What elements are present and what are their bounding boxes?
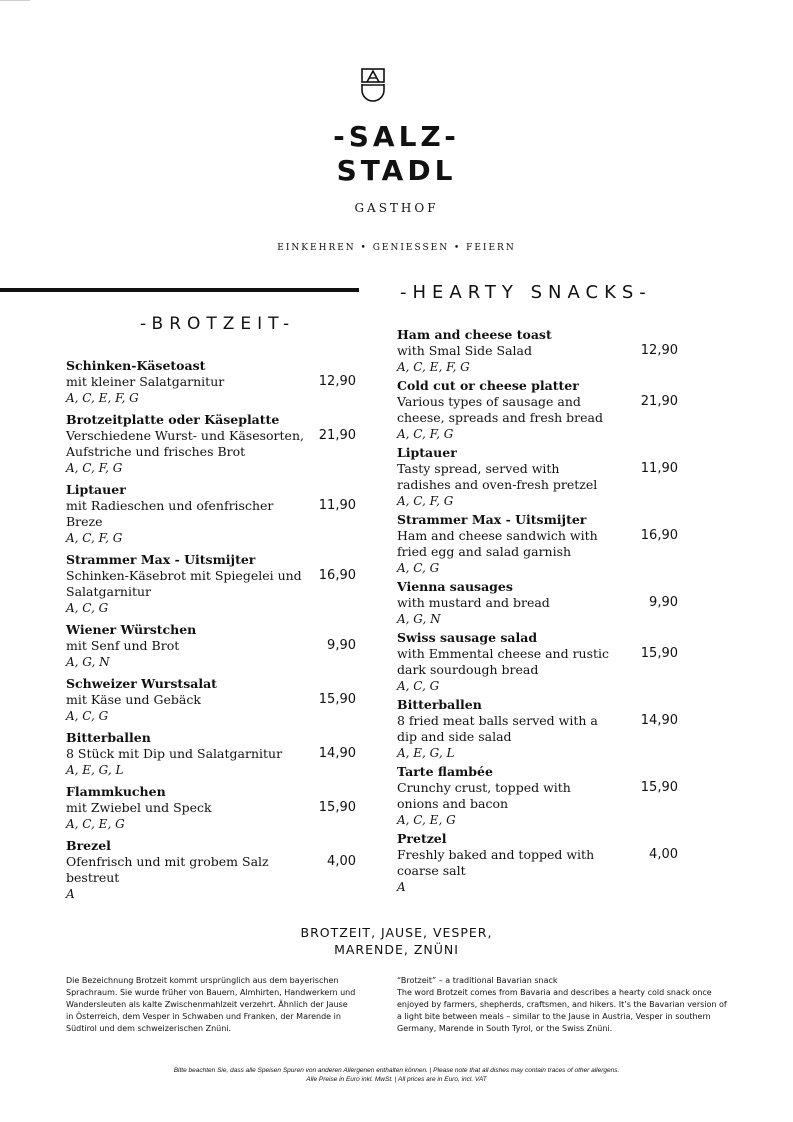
menu-item: [66, 551, 356, 617]
menu-item: [66, 411, 356, 477]
menu-item-allergens: A, C, E, G: [397, 813, 456, 827]
allergen-disclaimer: Bitte beachten Sie, dass alle Speisen Spuren von anderen Allergenen enthalten können. | Please note that all dishes may contain traces of other allergens.: [173, 1067, 620, 1074]
menu-item-price: 15,90: [318, 692, 356, 707]
menu-item-description: mit Zwiebel und Speck: [66, 800, 212, 815]
top-edge-rule: [0, 0, 30, 1]
hearty-snacks-title: -HEARTY SNACKS-: [400, 282, 652, 303]
menu-item-name: Schweizer Wurstsalat: [66, 676, 217, 691]
price-disclaimer: Alle Preise in Euro inkl. MwSt. | All prices are in Euro, incl. VAT: [306, 1076, 487, 1083]
menu-item-price: 16,90: [318, 568, 356, 583]
footnote-english: [397, 975, 727, 1035]
menu-item-allergens: A, C, E, F, G: [66, 391, 139, 405]
brand-subtitle: GASTHOF: [354, 201, 439, 215]
menu-item-allergens: A, C, G: [66, 709, 109, 723]
brand-name-line2: STADL: [336, 154, 457, 187]
menu-item-name: Strammer Max - Uitsmijter: [66, 552, 256, 567]
menu-item: [397, 377, 678, 443]
menu-item: [397, 696, 678, 762]
menu-item-price: 21,90: [318, 428, 356, 443]
menu-item-price: 12,90: [640, 343, 678, 358]
menu-item: [397, 326, 678, 376]
menu-item: [397, 578, 678, 628]
menu-item-description: Ham and cheese sandwich with fried egg and salad garnish: [397, 528, 598, 559]
footnote-german: Die Bezeichnung Brotzeit kommt ursprünglich aus dem bayerischen Sprachraum. Sie wurde früher von Bauern, Almhirten, Handwerkern und Wandersleuten als kalte Zwischenmahlzeit verzehrt. Ähnlich der Jause in Österreich, dem Vesper in Schwaben und Franken, der Marende in Südtirol und dem schweizerischen Znüni.: [66, 976, 356, 1033]
footer-heading: [0, 924, 793, 958]
menu-item-description: with Smal Side Salad: [397, 343, 532, 358]
menu-item-price: 14,90: [318, 746, 356, 761]
menu-item-allergens: A: [66, 887, 75, 901]
menu-item-name: Bitterballen: [66, 730, 151, 745]
menu-item-name: Vienna sausages: [397, 579, 513, 594]
menu-item-description: Various types of sausage and cheese, spreads and fresh bread: [397, 394, 603, 425]
menu-item-allergens: A, C, E, G: [66, 817, 125, 831]
menu-item: [66, 357, 356, 407]
menu-item-name: Brotzeitplatte oder Käseplatte: [66, 412, 280, 427]
menu-item-price: 15,90: [318, 800, 356, 815]
menu-item-name: Strammer Max - Uitsmijter: [397, 512, 587, 527]
menu-item-price: 14,90: [640, 713, 678, 728]
menu-item: [66, 675, 356, 725]
menu-item-allergens: A, G, N: [397, 612, 441, 626]
menu-item: [397, 830, 678, 896]
menu-item-name: Wiener Würstchen: [66, 622, 197, 637]
menu-item-allergens: A, C, F, G: [397, 427, 454, 441]
menu-item-description: Schinken-Käsebrot mit Spiegelei und Salatgarnitur: [66, 568, 302, 599]
menu-item-name: Cold cut or cheese platter: [397, 378, 579, 393]
menu-item-allergens: A, C, G: [66, 601, 109, 615]
footer-heading-line2: MARENDE, ZNÜNI: [334, 942, 459, 957]
menu-item-description: 8 Stück mit Dip und Salatgarnitur: [66, 746, 283, 761]
menu-item-allergens: A, E, G, L: [397, 746, 455, 760]
menu-item: [66, 837, 356, 903]
menu-item-name: Swiss sausage salad: [397, 630, 538, 645]
menu-item-description: with Emmental cheese and rustic dark sourdough bread: [397, 646, 610, 677]
menu-item-description: Freshly baked and topped with coarse salt: [397, 847, 595, 878]
menu-item: [397, 511, 678, 577]
menu-item-price: 4,00: [649, 847, 678, 862]
menu-item-name: Bitterballen: [397, 697, 482, 712]
menu-item-description: Ofenfrisch und mit grobem Salz bestreut: [66, 854, 269, 885]
menu-item-description: mit Senf und Brot: [66, 638, 180, 653]
menu-item-allergens: A, C, G: [397, 561, 440, 575]
menu-item-name: Brezel: [66, 838, 111, 853]
menu-item-allergens: A, C, F, G: [397, 494, 454, 508]
menu-item: [397, 629, 678, 695]
menu-item-description: with mustard and bread: [397, 595, 550, 610]
menu-item-allergens: A, C, G: [397, 679, 440, 693]
salzstadl-logo-icon: [361, 68, 385, 102]
menu-item: [66, 621, 356, 671]
menu-item-price: 11,90: [318, 498, 356, 513]
menu-item-price: 15,90: [640, 780, 678, 795]
menu-item-name: Schinken-Käsetoast: [66, 358, 206, 373]
tagline: EINKEHREN • GENIESSEN • FEIERN: [277, 243, 516, 253]
menu-item-allergens: A: [397, 880, 406, 894]
menu-item: [66, 481, 356, 547]
brotzeit-title: -BROTZEIT-: [140, 314, 296, 334]
brand-name-line1: -SALZ-: [333, 120, 460, 153]
menu-item-price: 21,90: [640, 394, 678, 409]
menu-item-price: 12,90: [318, 374, 356, 389]
menu-item-price: 15,90: [640, 646, 678, 661]
menu-item-price: 11,90: [640, 461, 678, 476]
menu-item-allergens: A, G, N: [66, 655, 110, 669]
menu-item-description: 8 fried meat balls served with a dip and side salad: [397, 713, 598, 744]
menu-item: [66, 729, 356, 779]
menu-item: [397, 444, 678, 510]
menu-item-allergens: A, C, F, G: [66, 461, 123, 475]
brotzeit-menu-list: [66, 357, 356, 907]
menu-item-name: Flammkuchen: [66, 784, 166, 799]
menu-item-description: mit Käse und Gebäck: [66, 692, 201, 707]
footnote-english-body: The word Brotzeit comes from Bavaria and describes a hearty cold snack once enjoyed by farmers, shepherds, craftsmen, and hikers. It’s the Bavarian version of a light bite between meals – similar to the Jause in Austria, Vesper in southern Germany, Marende in South Tyrol, or the Swiss Znüni.: [397, 988, 727, 1033]
menu-item-name: Liptauer: [66, 482, 126, 497]
menu-item-description: mit Radieschen und ofenfrischer Breze: [66, 498, 274, 529]
menu-item-description: Crunchy crust, topped with onions and bacon: [397, 780, 571, 811]
footnote-english-title: “Brotzeit” – a traditional Bavarian snack: [397, 976, 558, 985]
menu-item-name: Ham and cheese toast: [397, 327, 552, 342]
menu-item-description: Verschiedene Wurst- und Käsesorten, Aufstriche und frisches Brot: [66, 428, 304, 459]
menu-item-price: 16,90: [640, 528, 678, 543]
menu-item-description: Tasty spread, served with radishes and oven-fresh pretzel: [397, 461, 598, 492]
menu-item-allergens: A, C, F, G: [66, 531, 123, 545]
menu-item-description: mit kleiner Salatgarnitur: [66, 374, 225, 389]
menu-item-price: 9,90: [649, 595, 678, 610]
footer-heading-line1: BROTZEIT, JAUSE, VESPER,: [300, 925, 493, 940]
menu-item-price: 9,90: [327, 638, 356, 653]
section-divider: [0, 288, 359, 292]
menu-item-name: Liptauer: [397, 445, 457, 460]
menu-item-price: 4,00: [327, 854, 356, 869]
menu-item: [66, 783, 356, 833]
menu-item-allergens: A, E, G, L: [66, 763, 124, 777]
menu-item-name: Pretzel: [397, 831, 447, 846]
menu-item: [397, 763, 678, 829]
menu-item-name: Tarte flambée: [397, 764, 493, 779]
hearty-snacks-menu-list: [397, 326, 678, 897]
menu-item-allergens: A, C, E, F, G: [397, 360, 470, 374]
